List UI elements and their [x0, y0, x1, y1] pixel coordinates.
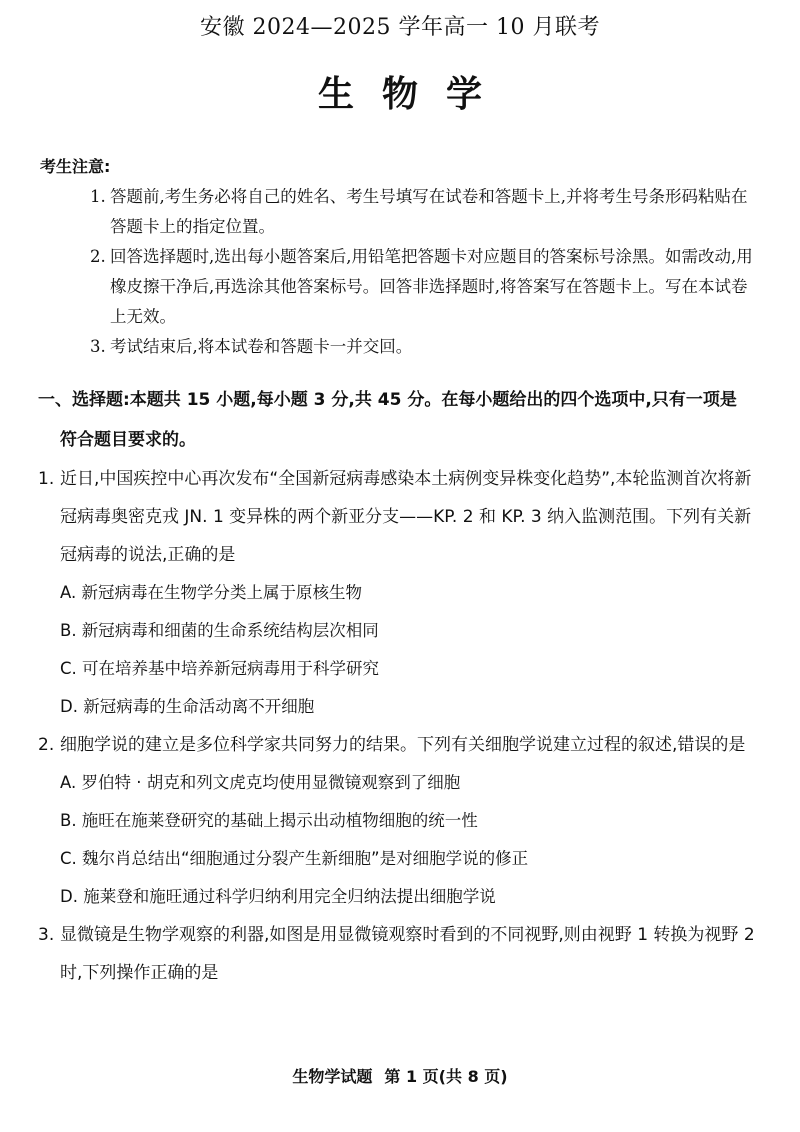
section-heading-line: 一、选择题:本题共 15 小题,每小题 3 分,共 45 分。在每小题给出的四个选项中,只有一项是 [38, 390, 737, 410]
section-heading [38, 380, 768, 460]
section-heading-continuation: 符合题目要求的。 [60, 430, 196, 450]
option-c: C. 魏尔肖总结出“细胞通过分裂产生新细胞”是对细胞学说的修正 [60, 849, 529, 868]
subject-title: 生物学 [317, 73, 510, 115]
option-c: C. 可在培养基中培养新冠病毒用于科学研究 [60, 659, 380, 678]
notice-item-number: 1. [90, 187, 106, 206]
question-2 [38, 726, 768, 916]
question-number: 2. [38, 735, 55, 755]
question-text: 细胞学说的建立是多位科学家共同努力的结果。下列有关细胞学说建立过程的叙述,错误的是 [60, 735, 746, 755]
candidate-notice [40, 152, 760, 362]
question-number: 3. [38, 925, 55, 945]
question-number: 1. [38, 469, 55, 489]
notice-item [40, 242, 760, 332]
option-b: B. 新冠病毒和细菌的生命系统结构层次相同 [60, 621, 379, 640]
page-footer [0, 1064, 800, 1087]
footer-subject: 生物学试题 [292, 1067, 373, 1086]
notice-item-number: 2. [90, 247, 106, 266]
notice-item-number: 3. [90, 337, 106, 356]
footer-page-number: 第 1 页(共 8 页) [384, 1067, 508, 1086]
option-a: A. 罗伯特 · 胡克和列文虎克均使用显微镜观察到了细胞 [60, 773, 461, 792]
notice-item-text: 答题前,考生务必将自己的姓名、考生号填写在试卷和答题卡上,并将考生号条形码粘贴在答题卡上的指定位置。 [110, 187, 748, 236]
notice-item [40, 182, 760, 242]
option-d: D. 新冠病毒的生命活动离不开细胞 [60, 697, 315, 716]
question-1 [38, 460, 768, 726]
option-b: B. 施旺在施莱登研究的基础上揭示出动植物细胞的统一性 [60, 811, 478, 830]
option-a: A. 新冠病毒在生物学分类上属于原核生物 [60, 583, 362, 602]
notice-item [40, 332, 760, 362]
question-stem [38, 460, 768, 574]
question-3 [38, 916, 768, 992]
question-stem [38, 726, 768, 764]
question-text: 近日,中国疾控中心再次发布“全国新冠病毒感染本土病例变异株变化趋势”,本轮监测首次将新冠病毒奥密克戎 JN. 1 变异株的两个新亚分支——KP. 2 和 KP. 3 纳入监测范围。下列有关新冠病毒的说法,正确的是 [60, 469, 752, 565]
question-text: 显微镜是生物学观察的利器,如图是用显微镜观察时看到的不同视野,则由视野 1 转换为视野 2 时,下列操作正确的是 [60, 925, 755, 983]
question-list [38, 460, 768, 992]
option-d: D. 施莱登和施旺通过科学归纳利用完全归纳法提出细胞学说 [60, 887, 496, 906]
notice-item-text: 回答选择题时,选出每小题答案后,用铅笔把答题卡对应题目的答案标号涂黑。如需改动,用橡皮擦干净后,再选涂其他答案标号。回答非选择题时,将答案写在答题卡上。写在本试卷上无效。 [110, 247, 753, 326]
notice-item-text: 考试结束后,将本试卷和答题卡一并交回。 [110, 337, 413, 356]
exam-title: 安徽 2024—2025 学年高一 10 月联考 [200, 15, 600, 40]
notice-title: 考生注意: [40, 157, 111, 176]
question-stem [38, 916, 768, 992]
